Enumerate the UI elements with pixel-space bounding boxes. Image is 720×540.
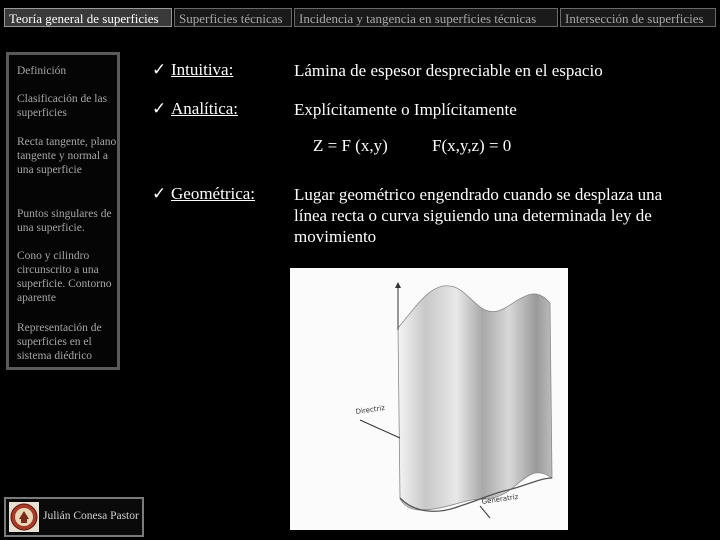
author-box [4, 497, 144, 537]
formula-implicit: F(x,y,z) = 0 [432, 136, 512, 155]
tab-superficies-tecnicas[interactable]: Superficies técnicas [174, 8, 292, 27]
sidebar-item-clasificacion[interactable]: Clasificación de las superficies [17, 93, 108, 119]
description-analitica: Explícitamente o Implícitamente [294, 100, 517, 119]
sidebar-item-representacion[interactable]: Representación de superficies en el sistema diédrico [17, 322, 102, 362]
term-intuitiva: Intuitiva: [171, 60, 234, 79]
tab-incidencia-tangencia[interactable]: Incidencia y tangencia en superficies técnicas [294, 8, 558, 27]
author-name: Julián Conesa Pastor [43, 510, 139, 522]
checkmark-icon: ✓ [152, 60, 167, 79]
checkmark-icon: ✓ [152, 184, 167, 203]
term-geometrica: Geométrica: [171, 184, 256, 203]
term-analitica: Analítica: [171, 99, 239, 118]
description-intuitiva: Lámina de espesor despreciable en el espacio [294, 61, 603, 80]
sidebar-item-puntos-singulares[interactable]: Puntos singulares de una superficie. [17, 208, 112, 234]
checkmark-icon: ✓ [152, 99, 167, 118]
formula-explicit: Z = F (x,y) [313, 136, 388, 155]
tab-teoria-general[interactable]: Teoría general de superficies [4, 8, 172, 27]
surface-illustration [290, 268, 568, 530]
sidebar-item-cono-cilindro[interactable]: Cono y cilindro circunscrito a una superficie. Contorno aparente [17, 250, 112, 304]
directriz-label: Directriz [355, 403, 386, 416]
sidebar-item-definicion[interactable]: Definición [17, 65, 67, 77]
generatriz-label: Generatriz [481, 492, 519, 506]
tab-interseccion[interactable]: Intersección de superficies [560, 8, 716, 27]
sidebar-item-recta-tangente[interactable]: Recta tangente, plano tangente y normal a una superficie [17, 136, 117, 176]
university-crest-icon [9, 502, 39, 532]
tab-bar [0, 0, 720, 32]
sidebar [6, 52, 120, 370]
description-geometrica: Lugar geométrico engendrado cuando se desplaza una línea recta o curva siguiendo una determinada ley de movimiento [294, 185, 663, 246]
